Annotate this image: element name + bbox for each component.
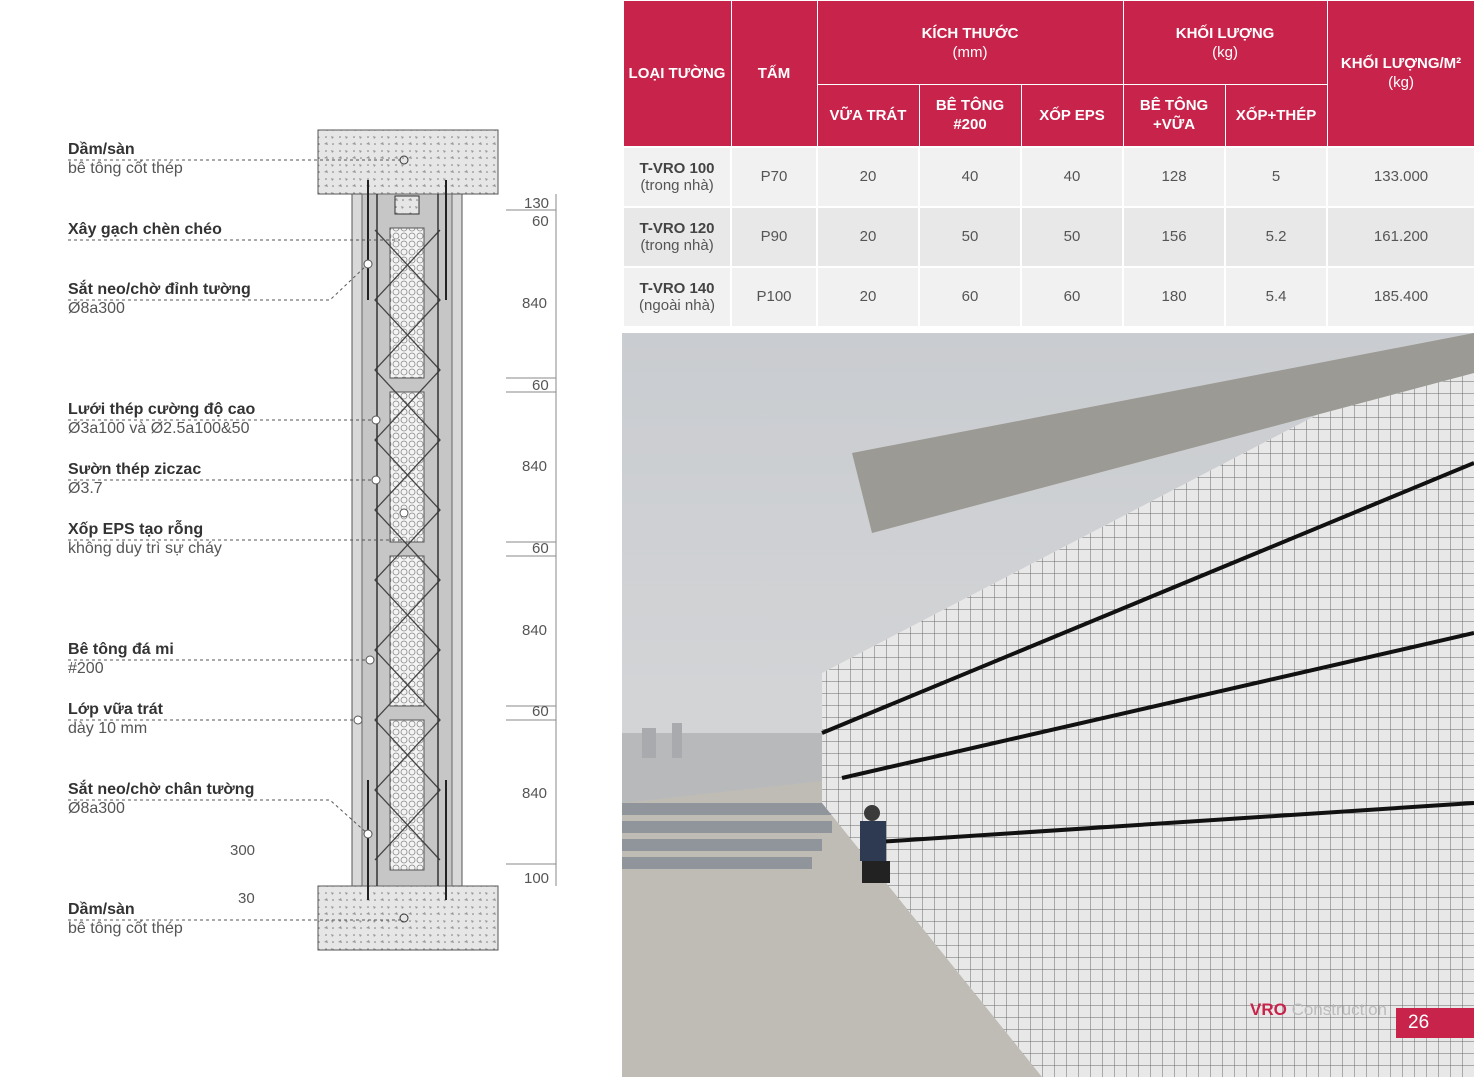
label-plaster: Lớp vữa trát dày 10 mm bbox=[68, 701, 163, 737]
eps-core bbox=[390, 228, 424, 378]
eps-core bbox=[390, 392, 424, 542]
header-tam: TẤM bbox=[731, 1, 817, 147]
header-khoi-luong-m2: KHỐI LƯỢNG/M² (kg) bbox=[1327, 1, 1474, 147]
spec-table bbox=[622, 0, 1474, 328]
dim-value: 60 bbox=[532, 540, 549, 557]
dim-value: 60 bbox=[532, 213, 549, 230]
label-bottom-anchor: Sắt neo/chờ chân tường Ø8a300 bbox=[68, 781, 255, 817]
header-be-tong-vua: BÊ TÔNG +VỮA bbox=[1123, 85, 1225, 147]
dim-value: 60 bbox=[532, 703, 549, 720]
label-bottom-slab: Dầm/sàn bê tông cốt thép bbox=[68, 901, 183, 937]
label-mesh: Lưới thép cường độ cao Ø3a100 và Ø2.5a100&50 bbox=[68, 401, 256, 437]
dim-value: 130 bbox=[524, 195, 550, 212]
top-brick bbox=[395, 196, 419, 214]
table-row: T-VRO 140 (ngoài nhà) P100 20 60 60 180 5.4 185.400 bbox=[623, 267, 1474, 327]
dim-value: 300 bbox=[230, 842, 256, 859]
dim-value: 30 bbox=[238, 890, 255, 907]
label-top-slab: Dầm/sàn bê tông cốt thép bbox=[68, 141, 183, 177]
header-kich-thuoc: KÍCH THƯỚC (mm) bbox=[817, 1, 1123, 85]
construction-photo bbox=[622, 333, 1474, 1077]
header-loai-tuong: LOẠI TƯỜNG bbox=[623, 1, 731, 147]
label-eps: Xốp EPS tạo rỗng không duy trì sự cháy bbox=[68, 521, 222, 557]
header-xop-eps: XỐP EPS bbox=[1021, 85, 1123, 147]
table-row: T-VRO 120 (trong nhà) P90 20 50 50 156 5.2 161.200 bbox=[623, 207, 1474, 267]
dim-value: 840 bbox=[522, 785, 548, 802]
label-brick: Xây gạch chèn chéo bbox=[68, 221, 222, 238]
dim-value: 840 bbox=[522, 458, 548, 475]
brand-logo: VRO Construction bbox=[1250, 1000, 1388, 1019]
header-xop-thep: XỐP+THÉP bbox=[1225, 85, 1327, 147]
label-zigzag: Sườn thép ziczac Ø3.7 bbox=[68, 461, 202, 497]
header-khoi-luong: KHỐI LƯỢNG (kg) bbox=[1123, 1, 1327, 85]
header-vua-trat: VỮA TRÁT bbox=[817, 85, 919, 147]
label-concrete: Bê tông đá mi #200 bbox=[68, 641, 174, 677]
wall-section-panel bbox=[0, 0, 622, 1077]
page-number: 26 bbox=[1396, 1008, 1474, 1038]
dim-value: 100 bbox=[524, 870, 550, 887]
header-be-tong-200: BÊ TÔNG #200 bbox=[919, 85, 1021, 147]
table-row: T-VRO 100 (trong nhà) P70 20 40 40 128 5 133.000 bbox=[623, 147, 1474, 207]
dim-value: 60 bbox=[532, 377, 549, 394]
dim-value: 840 bbox=[522, 295, 548, 312]
dim-value: 840 bbox=[522, 622, 548, 639]
eps-core bbox=[390, 556, 424, 706]
label-top-anchor: Sắt neo/chờ đỉnh tường Ø8a300 bbox=[68, 281, 251, 317]
